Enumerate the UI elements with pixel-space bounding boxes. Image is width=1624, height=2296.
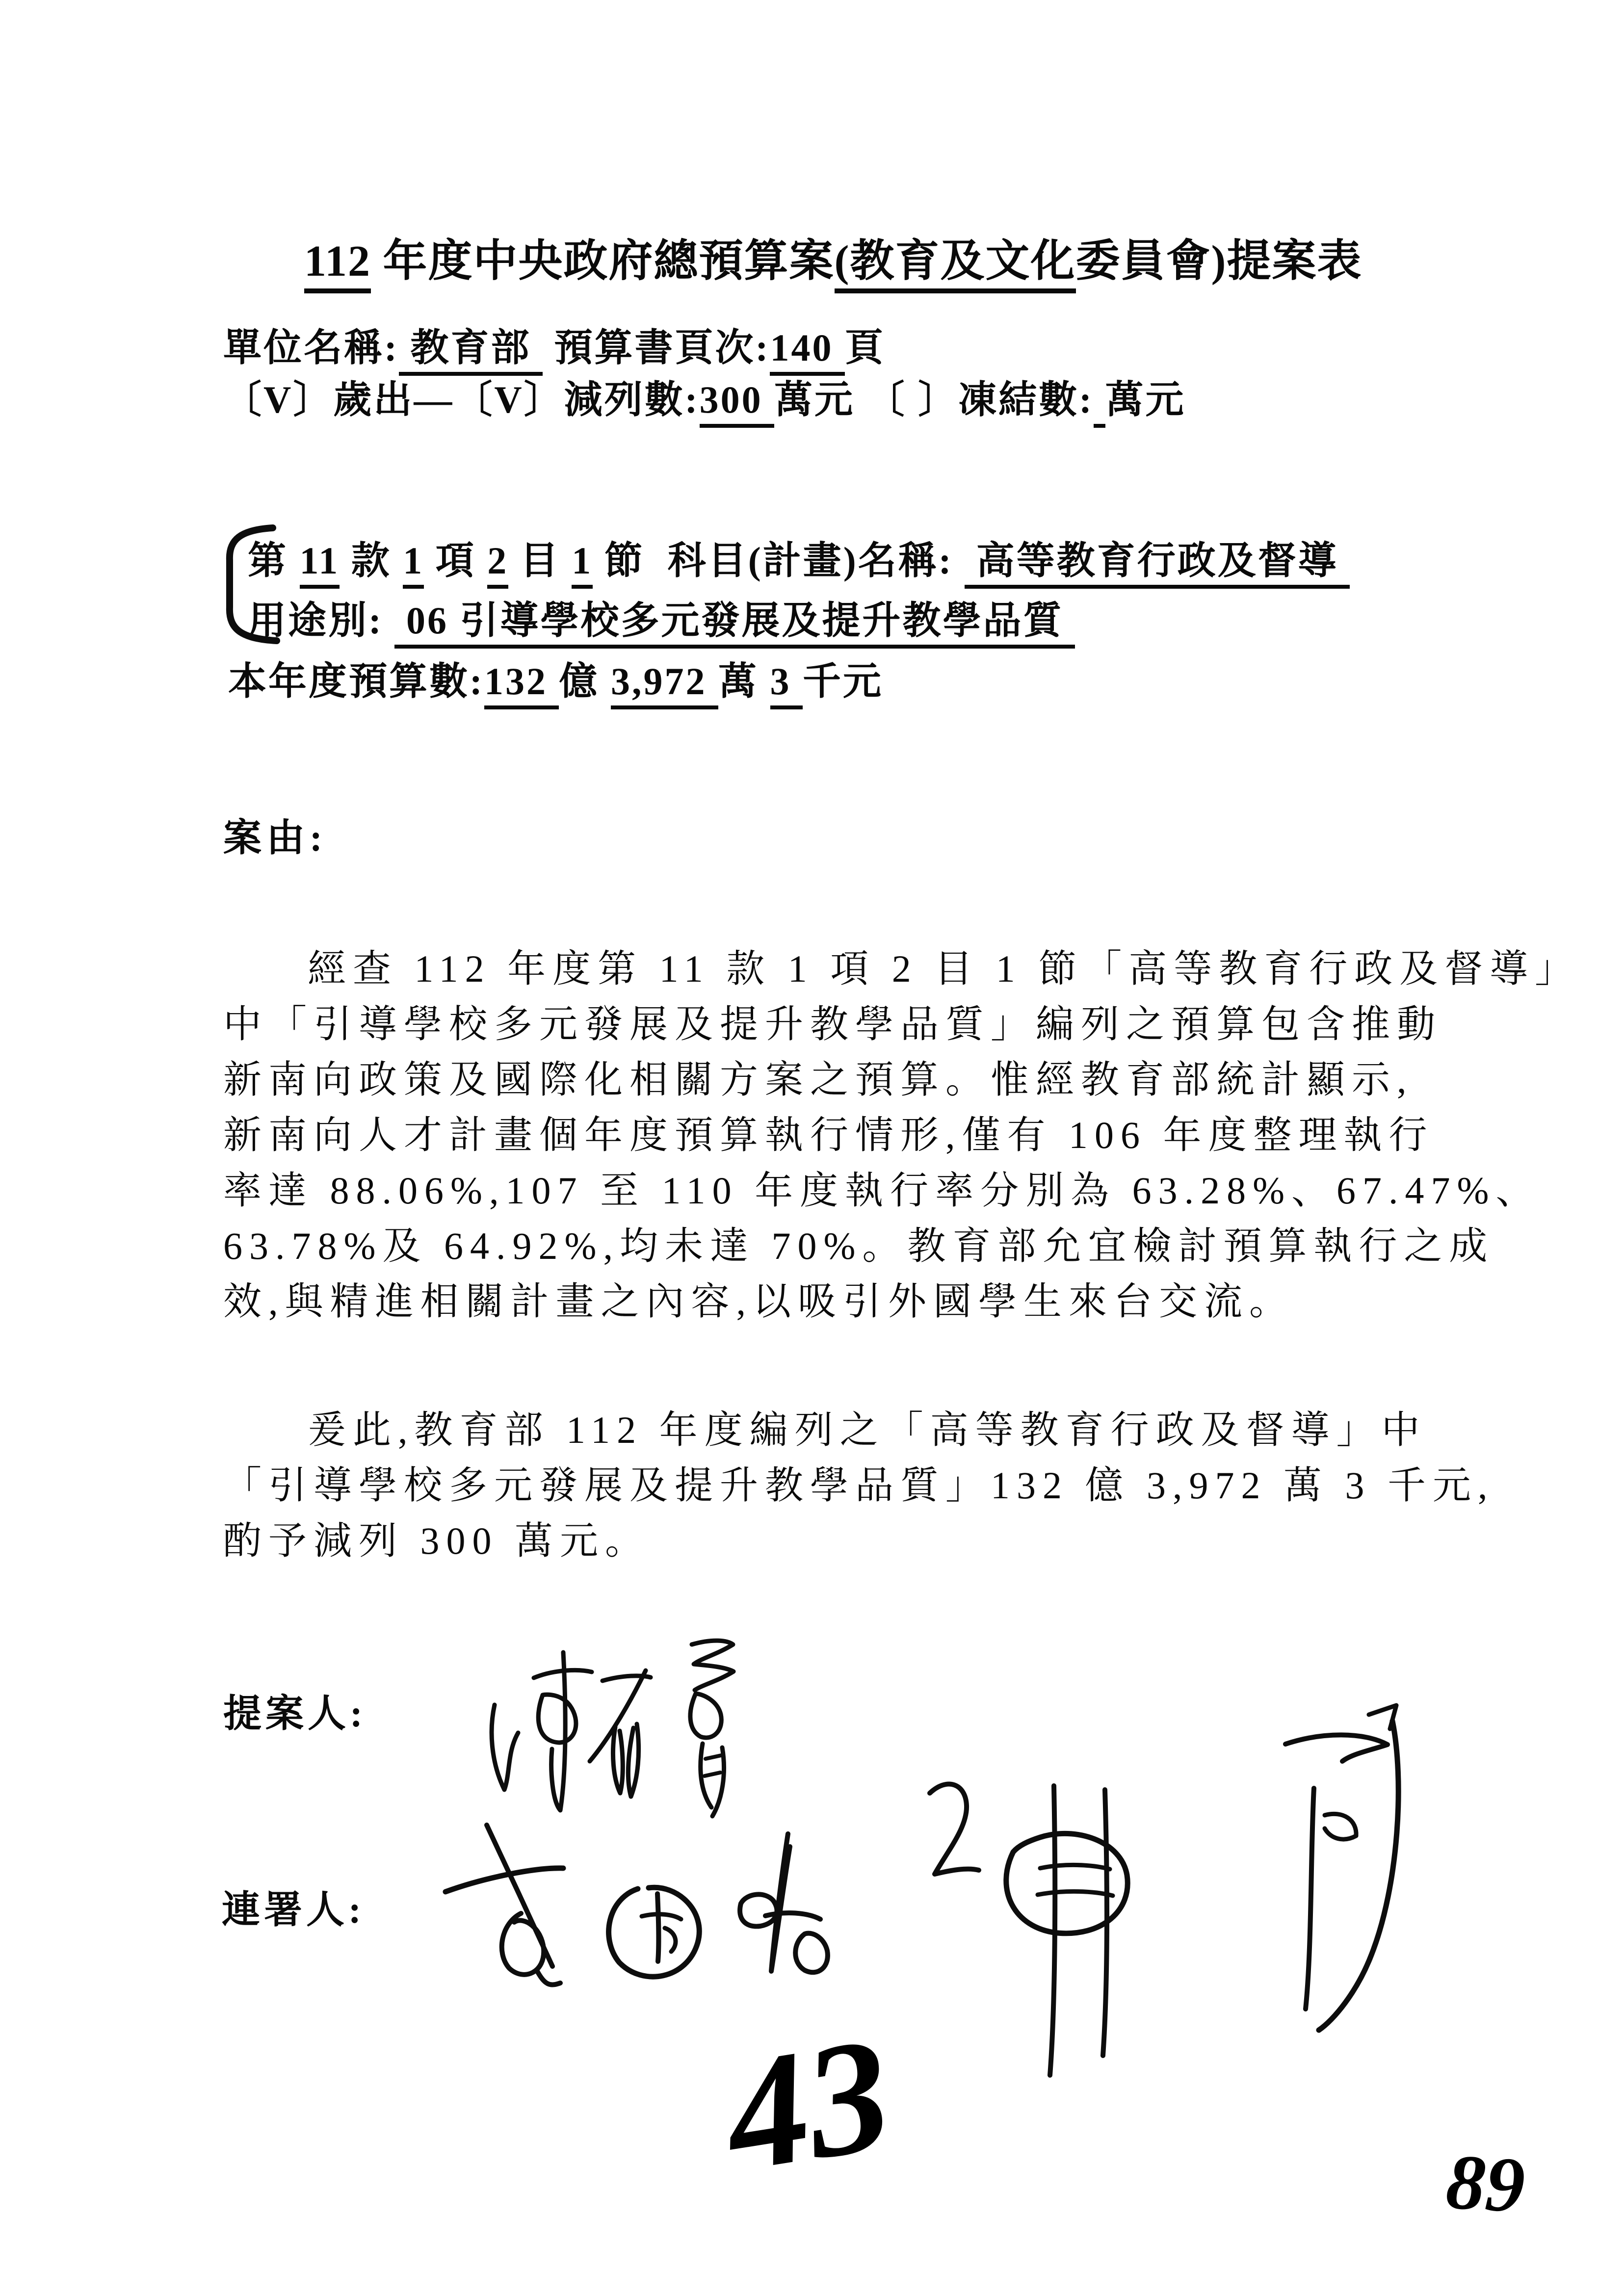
paragraph-line: 「引導學校多元發展及提升教學品質」132 億 3,972 萬 3 千元, — [223, 1464, 1494, 1507]
usage-category-row — [248, 590, 1075, 645]
row-text: 用途別: — [248, 599, 395, 642]
cosigner-signature-2 — [930, 1705, 1398, 2075]
underlined-value: 教育部 — [399, 326, 543, 376]
paragraph-line: 效,與精進相關計畫之內容,以吸引外國學生來台交流。 — [223, 1280, 1295, 1323]
handwritten-page-number: 89 — [1444, 2138, 1527, 2229]
proposer-label: 提案人: — [223, 1692, 367, 1735]
underlined-value: 112 — [304, 237, 371, 293]
row-text: 〔V〕歲出—〔V〕減列數: — [223, 378, 700, 421]
cosigner-signature-1 — [445, 1825, 828, 1984]
case-paragraph-2 — [223, 1402, 1499, 1568]
underlined-value: 2 — [487, 539, 508, 589]
row-text: 頁 — [844, 326, 885, 369]
case-reason-label: 案由: — [223, 816, 327, 859]
row-text: 萬元 〔 〕凍結數: — [774, 378, 1094, 421]
row-text: 項 — [424, 539, 488, 582]
underlined-value: 高等教育行政及督導 — [965, 539, 1350, 589]
row-text: 委員會)提案表 — [1075, 237, 1362, 286]
row-text: 預算書頁次: — [543, 326, 770, 369]
underlined-value: 300 — [700, 378, 775, 428]
paragraph-line: 爰此,教育部 112 年度編列之「高等教育行政及督導」中 — [308, 1409, 1427, 1451]
paragraph-line: 經查 112 年度第 11 款 1 項 2 目 1 節「高等教育行政及督導」 — [308, 947, 1580, 990]
row-text: 年度中央政府總預算案 — [371, 237, 835, 286]
row-text: 第 — [248, 539, 300, 582]
cosigner-label: 連署人: — [222, 1888, 365, 1931]
paragraph-line: 中「引導學校多元發展及提升教學品質」編列之預算包含推動 — [223, 1003, 1442, 1045]
handwritten-vote-number: 43 — [713, 2003, 902, 2206]
proposer-signature — [492, 1641, 733, 1816]
row-text: 萬 — [718, 660, 770, 703]
subject-item-row — [248, 530, 1350, 585]
underlined-value: 11 — [300, 539, 340, 589]
row-text: 款 — [340, 539, 403, 582]
current-year-budget-row — [228, 651, 883, 705]
row-text: 目 — [508, 539, 572, 582]
underlined-value: 1 — [572, 539, 593, 589]
row-text: 單位名稱: — [223, 326, 399, 369]
row-text: 億 — [559, 660, 611, 703]
underlined-value: 3 — [770, 660, 803, 709]
reduction-freeze-row — [223, 369, 1186, 424]
paragraph-line: 率達 88.06%,107 至 110 年度執行率分別為 63.28%、67.47%、 — [223, 1169, 1541, 1212]
underlined-value: (教育及文化 — [835, 237, 1076, 293]
underlined-value: 1 — [403, 539, 424, 589]
underlined-value — [1094, 378, 1105, 428]
underlined-value: 06 引導學校多元發展及提升教學品質 — [394, 599, 1075, 649]
underlined-value: 140 — [770, 326, 845, 376]
row-text: 節 科目(計畫)名稱: — [593, 539, 965, 582]
row-text: 萬元 — [1105, 378, 1186, 421]
paragraph-line: 酌予減列 300 萬元。 — [223, 1519, 651, 1562]
paragraph-line: 新南向人才計畫個年度預算執行情形,僅有 106 年度整理執行 — [223, 1114, 1434, 1156]
underlined-value: 3,972 — [611, 660, 718, 709]
unit-name-row — [223, 317, 885, 372]
row-text: 本年度預算數: — [228, 660, 484, 703]
row-text: 千元 — [803, 660, 884, 703]
underlined-value: 132 — [484, 660, 559, 709]
paragraph-line: 新南向政策及國際化相關方案之預算。惟經教育部統計顯示, — [223, 1058, 1414, 1101]
case-paragraph-1 — [223, 941, 1580, 1329]
paragraph-line: 63.78%及 64.92%,均未達 70%。教育部允宜檢討預算執行之成 — [223, 1225, 1494, 1267]
document-title — [304, 225, 1362, 288]
